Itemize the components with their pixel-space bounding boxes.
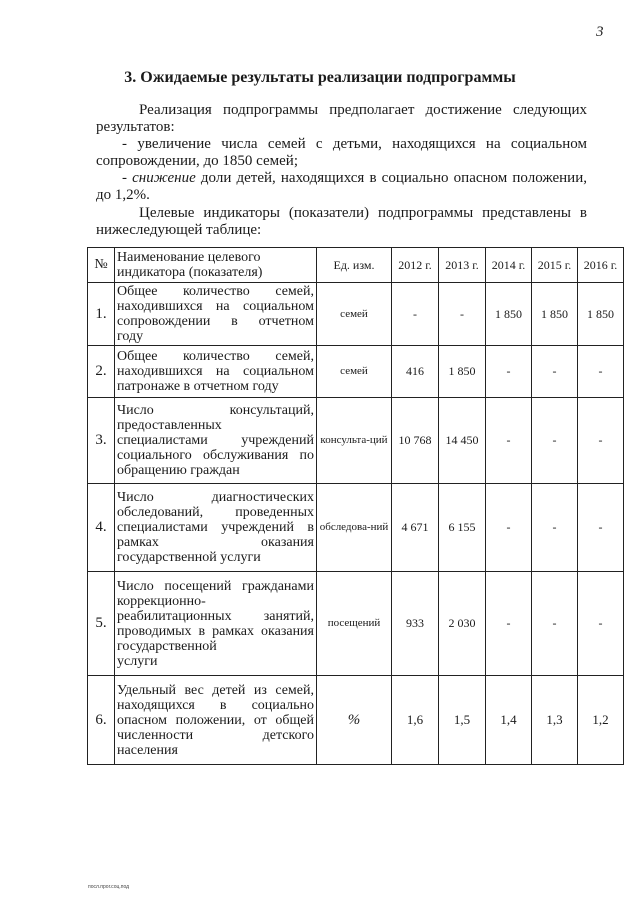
row-value-2016: -	[578, 398, 624, 484]
row-name	[115, 676, 317, 765]
row-name-text: Общее количество семей, находившихся на социальном сопровождении в отчетном	[117, 284, 314, 329]
row-unit: обследова-ний	[317, 484, 392, 572]
row-name-last: услуги	[117, 653, 158, 669]
row-num: 3.	[88, 398, 115, 484]
table-row	[88, 346, 624, 398]
table-row	[88, 398, 624, 484]
header-num: №	[88, 248, 115, 283]
header-name: Наименование целевого индикатора (показателя)	[115, 248, 317, 283]
row-value-2014: 1,4	[486, 676, 532, 765]
row-unit: семей	[317, 346, 392, 398]
row-value-2016: 1,2	[578, 676, 624, 765]
row-value-2012: 4 671	[392, 484, 439, 572]
row-num: 5.	[88, 572, 115, 676]
row-value-2016: -	[578, 572, 624, 676]
row-value-2015: -	[532, 398, 578, 484]
header-2015: 2015 г.	[532, 248, 578, 283]
row-value-2013: 1 850	[439, 346, 486, 398]
row-name-text: Число посещений гражданами коррекционно-реабилитационных занятий, проводимых в рамках оказания государственной	[117, 578, 314, 654]
header-2012: 2012 г.	[392, 248, 439, 283]
row-value-2013: 6 155	[439, 484, 486, 572]
table-row	[88, 484, 624, 572]
row-num: 2.	[88, 346, 115, 398]
header-2016: 2016 г.	[578, 248, 624, 283]
result-item-2-text: доли детей, находящихся в социально опасном положении, до 1,2%.	[96, 170, 587, 203]
row-num: 6.	[88, 676, 115, 765]
row-value-2012: 10 768	[392, 398, 439, 484]
header-2014: 2014 г.	[486, 248, 532, 283]
row-value-2016: -	[578, 346, 624, 398]
row-name	[115, 346, 317, 398]
row-name-last: году	[117, 329, 144, 344]
row-value-2013: 14 450	[439, 398, 486, 484]
body-text	[96, 102, 587, 239]
row-name-last: государственной услуги	[117, 550, 261, 565]
row-unit: %	[317, 676, 392, 765]
row-value-2015: -	[532, 346, 578, 398]
row-name	[115, 398, 317, 484]
row-name-last: патронаже в отчетном году	[117, 379, 279, 394]
row-value-2012: 1,6	[392, 676, 439, 765]
result-item-2-emphasis: снижение	[132, 170, 196, 186]
intro-paragraph: Реализация подпрограммы предполагает достижение следующих результатов:	[96, 102, 587, 135]
table-intro-paragraph: Целевые индикаторы (показатели) подпрограммы представлены в нижеследующей таблице:	[96, 205, 587, 238]
row-value-2014: -	[486, 398, 532, 484]
row-value-2015: -	[532, 572, 578, 676]
row-unit: семей	[317, 283, 392, 346]
row-name	[115, 283, 317, 346]
indicators-table	[87, 247, 624, 765]
row-value-2016: -	[578, 484, 624, 572]
row-value-2012: 933	[392, 572, 439, 676]
result-item-2	[96, 170, 587, 204]
row-value-2014: -	[486, 572, 532, 676]
row-name-text: Число диагностических обследований, проведенных специалистами учреждений в рамках оказания	[117, 490, 314, 550]
header-unit: Ед. изм.	[317, 248, 392, 283]
footer-filename: посл.прог.соц.под	[88, 884, 130, 890]
row-name-text: Удельный вес детей из семей, находящихся в социально опасном положении, от общей численности детского	[117, 682, 314, 743]
table-row	[88, 572, 624, 676]
row-name-last: обращению граждан	[117, 463, 240, 478]
row-value-2014: -	[486, 346, 532, 398]
row-name-text: Общее количество семей, находившихся на социальном	[117, 349, 314, 379]
row-name	[115, 572, 317, 676]
row-unit: консульта-ций	[317, 398, 392, 484]
row-num: 1.	[88, 283, 115, 346]
table-header-row	[88, 248, 624, 283]
row-value-2015: -	[532, 484, 578, 572]
row-name	[115, 484, 317, 572]
result-item-1: - увеличение числа семей с детьми, находящихся на социальном сопровождении, до 1850 семей;	[96, 136, 587, 169]
row-unit: посещений	[317, 572, 392, 676]
row-value-2014: -	[486, 484, 532, 572]
header-2013: 2013 г.	[439, 248, 486, 283]
row-value-2012: 416	[392, 346, 439, 398]
section-title: 3. Ожидаемые результаты реализации подпрограммы	[124, 69, 516, 86]
page-number: 3	[596, 24, 604, 40]
table-row	[88, 676, 624, 765]
row-name-last: населения	[117, 742, 178, 758]
row-value-2012: -	[392, 283, 439, 346]
row-value-2014: 1 850	[486, 283, 532, 346]
row-value-2016: 1 850	[578, 283, 624, 346]
row-num: 4.	[88, 484, 115, 572]
table-row	[88, 283, 624, 346]
row-value-2013: -	[439, 283, 486, 346]
row-value-2013: 2 030	[439, 572, 486, 676]
row-value-2013: 1,5	[439, 676, 486, 765]
row-name-text: Число консультаций, предоставленных специалистами учреждений социального обслуживания по	[117, 403, 314, 463]
result-item-2-dash: -	[122, 170, 133, 186]
row-value-2015: 1,3	[532, 676, 578, 765]
row-value-2015: 1 850	[532, 283, 578, 346]
